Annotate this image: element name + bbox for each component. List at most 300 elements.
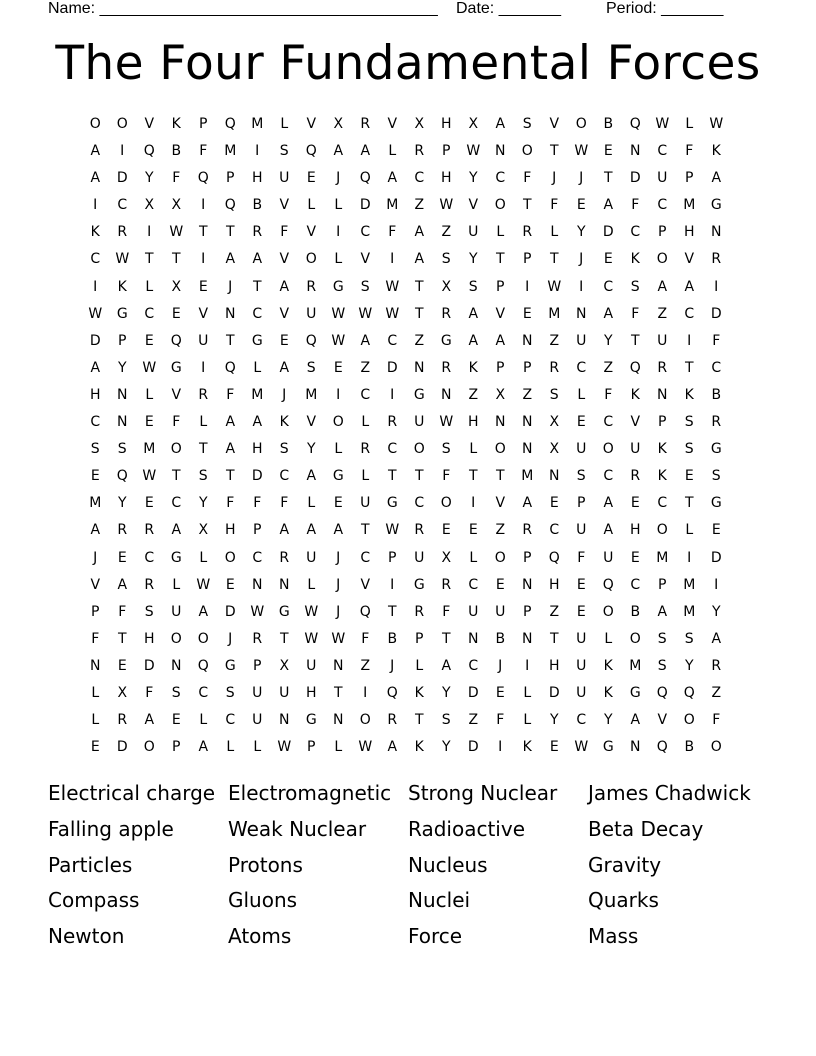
grid-letter[interactable]: F [280,224,289,241]
grid-letter[interactable]: U [414,414,425,431]
grid-letter[interactable]: F [145,684,154,701]
grid-letter[interactable]: K [711,143,722,160]
grid-letter[interactable]: F [631,305,640,322]
grid-letter[interactable]: A [279,278,290,295]
grid-letter[interactable]: Q [305,332,318,349]
grid-letter[interactable]: N [333,657,344,674]
grid-letter[interactable]: L [388,143,397,160]
grid-letter[interactable]: Y [576,224,587,241]
grid-letter[interactable]: W [304,603,319,620]
grid-letter[interactable]: Z [657,305,668,322]
grid-letter[interactable]: A [198,603,209,620]
grid-letter[interactable]: X [441,278,452,295]
grid-letter[interactable]: I [525,278,530,295]
grid-letter[interactable]: L [307,495,316,512]
grid-letter[interactable]: V [90,576,101,593]
grid-letter[interactable]: C [279,468,290,485]
grid-letter[interactable]: S [306,359,317,376]
grid-letter[interactable]: E [549,495,560,512]
grid-letter[interactable]: T [630,332,641,349]
grid-letter[interactable]: X [117,684,128,701]
grid-letter[interactable]: A [360,143,371,160]
grid-letter[interactable]: J [552,170,557,187]
grid-letter[interactable]: F [685,143,694,160]
grid-letter[interactable]: S [657,657,668,674]
grid-letter[interactable]: E [441,522,452,539]
grid-letter[interactable]: T [414,468,425,485]
grid-letter[interactable]: C [225,712,236,729]
grid-letter[interactable]: L [604,630,613,647]
grid-letter[interactable]: I [363,684,368,701]
grid-letter[interactable]: P [118,332,127,349]
grid-letter[interactable]: C [198,684,209,701]
grid-letter[interactable]: J [579,251,584,268]
grid-letter[interactable]: W [142,359,157,376]
grid-letter[interactable]: A [279,522,290,539]
grid-letter[interactable]: T [684,359,695,376]
grid-letter[interactable]: K [603,657,614,674]
grid-letter[interactable]: A [657,278,668,295]
grid-letter[interactable]: T [171,251,182,268]
grid-letter[interactable]: M [386,197,399,214]
grid-letter[interactable]: A [252,251,263,268]
grid-letter[interactable]: Q [170,332,183,349]
grid-letter[interactable]: N [630,739,641,756]
grid-letter[interactable]: F [442,603,451,620]
grid-letter[interactable]: W [358,305,373,322]
grid-letter[interactable]: R [252,224,263,241]
grid-letter[interactable]: I [390,386,395,403]
grid-letter[interactable]: N [549,468,560,485]
grid-letter[interactable]: F [280,495,289,512]
grid-letter[interactable]: X [495,386,506,403]
grid-letter[interactable]: Z [468,386,479,403]
grid-letter[interactable]: N [441,386,452,403]
grid-letter[interactable]: A [441,657,452,674]
grid-letter[interactable]: B [252,197,263,214]
grid-letter[interactable]: P [523,251,532,268]
grid-letter[interactable]: L [307,197,316,214]
grid-letter[interactable]: A [414,224,425,241]
grid-letter[interactable]: Z [360,657,371,674]
grid-letter[interactable]: C [252,305,263,322]
grid-letter[interactable]: C [495,170,506,187]
grid-letter[interactable]: W [250,603,265,620]
grid-letter[interactable]: M [521,468,534,485]
grid-letter[interactable]: B [603,116,614,132]
grid-letter[interactable]: W [574,739,589,756]
grid-letter[interactable]: L [469,441,478,458]
grid-letter[interactable]: R [711,251,722,268]
grid-letter[interactable]: R [630,468,641,485]
grid-letter[interactable]: A [333,143,344,160]
grid-letter[interactable]: G [710,197,723,214]
grid-letter[interactable]: P [496,278,505,295]
grid-letter[interactable]: X [279,657,290,674]
grid-letter[interactable]: L [361,414,370,431]
grid-letter[interactable]: I [93,278,98,295]
grid-letter[interactable]: K [630,251,641,268]
grid-letter[interactable]: O [170,441,183,458]
grid-letter[interactable]: M [305,386,318,403]
grid-letter[interactable]: M [251,116,264,132]
grid-letter[interactable]: W [142,468,157,485]
grid-letter[interactable]: Z [360,359,371,376]
grid-letter[interactable]: A [495,332,506,349]
grid-letter[interactable]: Z [495,522,506,539]
grid-letter[interactable]: S [630,278,641,295]
grid-letter[interactable]: U [576,522,587,539]
grid-letter[interactable]: N [495,143,506,160]
grid-letter[interactable]: F [226,386,235,403]
grid-letter[interactable]: T [225,224,236,241]
grid-letter[interactable]: A [90,359,101,376]
grid-letter[interactable]: Q [656,684,669,701]
grid-letter[interactable]: S [549,386,560,403]
grid-letter[interactable]: S [576,468,587,485]
grid-letter[interactable]: O [89,116,102,132]
grid-letter[interactable]: Z [549,332,560,349]
grid-letter[interactable]: L [469,549,478,566]
grid-letter[interactable]: L [226,739,235,756]
grid-letter[interactable]: V [360,576,371,593]
grid-letter[interactable]: T [117,630,128,647]
grid-letter[interactable]: V [549,116,560,132]
name-field[interactable]: Name: ______________________________________ [48,0,438,17]
grid-letter[interactable]: L [523,712,532,729]
grid-letter[interactable]: N [333,712,344,729]
grid-letter[interactable]: L [199,549,208,566]
grid-letter[interactable]: C [657,143,668,160]
grid-letter[interactable]: T [144,251,155,268]
grid-letter[interactable]: C [360,386,371,403]
grid-letter[interactable]: O [305,251,318,268]
grid-letter[interactable]: P [226,170,235,187]
grid-letter[interactable]: A [468,332,479,349]
grid-letter[interactable]: O [224,549,237,566]
grid-letter[interactable]: W [547,278,562,295]
grid-letter[interactable]: A [387,170,398,187]
grid-letter[interactable]: S [684,441,695,458]
grid-letter[interactable]: F [172,170,181,187]
grid-letter[interactable]: A [90,522,101,539]
grid-letter[interactable]: R [306,278,317,295]
grid-letter[interactable]: A [495,116,506,132]
grid-letter[interactable]: X [441,549,452,566]
grid-letter[interactable]: L [334,441,343,458]
grid-letter[interactable]: G [413,386,426,403]
grid-letter[interactable]: A [522,495,533,512]
grid-letter[interactable]: S [117,441,128,458]
grid-letter[interactable]: N [90,657,101,674]
grid-letter[interactable]: L [334,251,343,268]
grid-letter[interactable]: I [525,657,530,674]
grid-letter[interactable]: U [576,630,587,647]
grid-letter[interactable]: U [495,603,506,620]
grid-letter[interactable]: A [306,468,317,485]
grid-letter[interactable]: Z [414,332,425,349]
grid-letter[interactable]: L [577,386,586,403]
grid-letter[interactable]: C [657,495,668,512]
grid-letter[interactable]: X [171,278,182,295]
grid-letter[interactable]: E [279,332,290,349]
grid-letter[interactable]: Y [711,603,722,620]
grid-letter[interactable]: W [196,576,211,593]
grid-letter[interactable]: K [117,278,128,295]
grid-letter[interactable]: B [171,143,182,160]
grid-letter[interactable]: I [579,278,584,295]
grid-letter[interactable]: N [576,305,587,322]
grid-letter[interactable]: O [656,522,669,539]
grid-letter[interactable]: C [252,549,263,566]
grid-letter[interactable]: R [198,386,209,403]
grid-letter[interactable]: Z [468,712,479,729]
grid-letter[interactable]: I [120,143,125,160]
grid-letter[interactable]: A [684,278,695,295]
grid-letter[interactable]: F [523,170,532,187]
grid-letter[interactable]: W [439,197,454,214]
grid-letter[interactable]: C [468,657,479,674]
grid-letter[interactable]: Q [224,116,237,132]
grid-letter[interactable]: E [684,468,695,485]
grid-letter[interactable]: T [549,251,560,268]
grid-letter[interactable]: N [522,441,533,458]
grid-letter[interactable]: H [440,170,453,187]
grid-letter[interactable]: A [306,522,317,539]
grid-letter[interactable]: L [172,576,181,593]
grid-letter[interactable]: K [279,414,290,431]
grid-letter[interactable]: N [711,224,722,241]
grid-letter[interactable]: E [144,414,155,431]
grid-letter[interactable]: I [714,278,719,295]
grid-letter[interactable]: U [171,603,182,620]
grid-letter[interactable]: Y [603,712,614,729]
grid-letter[interactable]: T [549,630,560,647]
grid-letter[interactable]: E [171,305,182,322]
grid-letter[interactable]: C [603,414,614,431]
grid-letter[interactable]: E [603,143,614,160]
grid-letter[interactable]: L [199,414,208,431]
grid-letter[interactable]: R [441,576,452,593]
grid-letter[interactable]: D [359,197,372,214]
grid-letter[interactable]: R [522,522,533,539]
grid-letter[interactable]: F [577,549,586,566]
grid-letter[interactable]: P [658,414,667,431]
grid-letter[interactable]: P [415,630,424,647]
grid-letter[interactable]: T [387,468,398,485]
grid-letter[interactable]: C [414,170,425,187]
grid-letter[interactable]: G [332,278,345,295]
grid-letter[interactable]: N [522,414,533,431]
grid-letter[interactable]: N [117,414,128,431]
grid-letter[interactable]: L [145,278,154,295]
grid-letter[interactable]: B [630,603,641,620]
grid-letter[interactable]: U [306,657,317,674]
grid-letter[interactable]: L [334,739,343,756]
grid-letter[interactable]: G [629,684,642,701]
grid-letter[interactable]: M [143,441,156,458]
grid-letter[interactable]: G [116,305,129,322]
grid-letter[interactable]: A [171,522,182,539]
grid-letter[interactable]: F [199,143,208,160]
grid-letter[interactable]: R [549,359,560,376]
grid-letter[interactable]: V [468,197,479,214]
grid-letter[interactable]: Z [414,197,425,214]
grid-letter[interactable]: H [629,522,642,539]
grid-letter[interactable]: P [199,116,208,132]
grid-letter[interactable]: X [414,116,425,132]
grid-letter[interactable]: C [171,495,182,512]
grid-letter[interactable]: I [147,224,152,241]
grid-letter[interactable]: N [495,414,506,431]
grid-letter[interactable]: H [143,630,156,647]
grid-letter[interactable]: C [387,332,398,349]
grid-letter[interactable]: L [253,359,262,376]
grid-letter[interactable]: A [603,305,614,322]
grid-letter[interactable]: W [277,739,292,756]
grid-letter[interactable]: T [468,468,479,485]
grid-letter[interactable]: T [225,332,236,349]
grid-letter[interactable]: P [388,549,397,566]
grid-letter[interactable]: R [414,603,425,620]
grid-letter[interactable]: Q [656,739,669,756]
grid-letter[interactable]: E [576,197,587,214]
grid-letter[interactable]: T [549,143,560,160]
grid-letter[interactable]: L [523,684,532,701]
grid-letter[interactable]: I [336,224,341,241]
grid-letter[interactable]: C [144,305,155,322]
grid-letter[interactable]: N [171,657,182,674]
grid-letter[interactable]: O [494,549,507,566]
grid-letter[interactable]: D [467,739,480,756]
grid-letter[interactable]: V [495,305,506,322]
grid-letter[interactable]: O [143,739,156,756]
grid-letter[interactable]: G [305,712,318,729]
grid-letter[interactable]: Y [117,359,128,376]
grid-letter[interactable]: F [388,224,397,241]
grid-letter[interactable]: R [657,359,668,376]
grid-letter[interactable]: N [630,143,641,160]
grid-letter[interactable]: Z [711,684,722,701]
grid-letter[interactable]: O [494,441,507,458]
grid-letter[interactable]: G [710,495,723,512]
grid-letter[interactable]: O [197,630,210,647]
grid-letter[interactable]: C [711,359,722,376]
grid-letter[interactable]: S [279,143,290,160]
grid-letter[interactable]: U [657,170,668,187]
grid-letter[interactable]: T [522,197,533,214]
grid-letter[interactable]: D [143,657,156,674]
grid-letter[interactable]: H [440,116,453,132]
grid-letter[interactable]: S [441,712,452,729]
grid-letter[interactable]: J [390,657,395,674]
grid-letter[interactable]: L [199,712,208,729]
grid-letter[interactable]: U [576,332,587,349]
grid-letter[interactable]: D [467,684,480,701]
grid-letter[interactable]: K [522,739,533,756]
grid-letter[interactable]: W [655,116,670,132]
grid-letter[interactable]: M [224,143,237,160]
grid-letter[interactable]: W [709,116,724,132]
grid-letter[interactable]: L [415,657,424,674]
grid-letter[interactable]: W [331,630,346,647]
grid-letter[interactable]: F [361,630,370,647]
grid-letter[interactable]: P [577,495,586,512]
grid-letter[interactable]: V [630,414,641,431]
grid-letter[interactable]: G [278,603,291,620]
grid-letter[interactable]: E [549,739,560,756]
period-field[interactable]: Period: _______ [606,0,724,17]
grid-letter[interactable]: H [467,414,480,431]
grid-letter[interactable]: T [387,603,398,620]
grid-letter[interactable]: Q [683,684,696,701]
grid-letter[interactable]: C [387,441,398,458]
grid-letter[interactable]: U [198,332,209,349]
grid-letter[interactable]: X [468,116,479,132]
grid-letter[interactable]: E [468,522,479,539]
grid-letter[interactable]: Y [684,657,695,674]
grid-letter[interactable]: E [522,305,533,322]
grid-letter[interactable]: R [144,522,155,539]
grid-letter[interactable]: M [89,495,102,512]
grid-letter[interactable]: V [306,116,317,132]
grid-letter[interactable]: O [521,143,534,160]
grid-letter[interactable]: K [414,739,425,756]
grid-letter[interactable]: Z [603,359,614,376]
grid-letter[interactable]: N [252,576,263,593]
grid-letter[interactable]: G [332,468,345,485]
grid-letter[interactable]: H [89,386,102,403]
grid-letter[interactable]: T [414,278,425,295]
grid-letter[interactable]: U [414,549,425,566]
grid-letter[interactable]: M [683,576,696,593]
grid-letter[interactable]: L [334,197,343,214]
grid-letter[interactable]: C [468,576,479,593]
grid-letter[interactable]: U [576,684,587,701]
grid-letter[interactable]: T [360,522,371,539]
grid-letter[interactable]: E [90,468,101,485]
grid-letter[interactable]: G [170,359,183,376]
grid-letter[interactable]: X [171,197,182,214]
grid-letter[interactable]: H [305,684,318,701]
grid-letter[interactable]: A [144,712,155,729]
grid-letter[interactable]: J [336,170,341,187]
grid-letter[interactable]: L [496,224,505,241]
grid-letter[interactable]: R [252,630,263,647]
grid-letter[interactable]: Q [143,143,156,160]
grid-letter[interactable]: Y [144,170,155,187]
grid-letter[interactable]: W [385,278,400,295]
grid-letter[interactable]: I [498,739,503,756]
grid-letter[interactable]: S [279,441,290,458]
grid-letter[interactable]: C [90,251,101,268]
grid-letter[interactable]: W [358,739,373,756]
grid-letter[interactable]: P [658,576,667,593]
grid-letter[interactable]: N [522,332,533,349]
grid-letter[interactable]: S [684,414,695,431]
grid-letter[interactable]: K [468,359,479,376]
grid-letter[interactable]: Z [522,386,533,403]
grid-letter[interactable]: F [604,386,613,403]
grid-letter[interactable]: V [657,712,668,729]
grid-letter[interactable]: E [576,414,587,431]
grid-letter[interactable]: C [549,522,560,539]
grid-letter[interactable]: O [629,630,642,647]
grid-letter[interactable]: V [306,224,317,241]
grid-letter[interactable]: V [387,116,398,132]
grid-letter[interactable]: X [144,197,155,214]
grid-letter[interactable]: E [333,359,344,376]
